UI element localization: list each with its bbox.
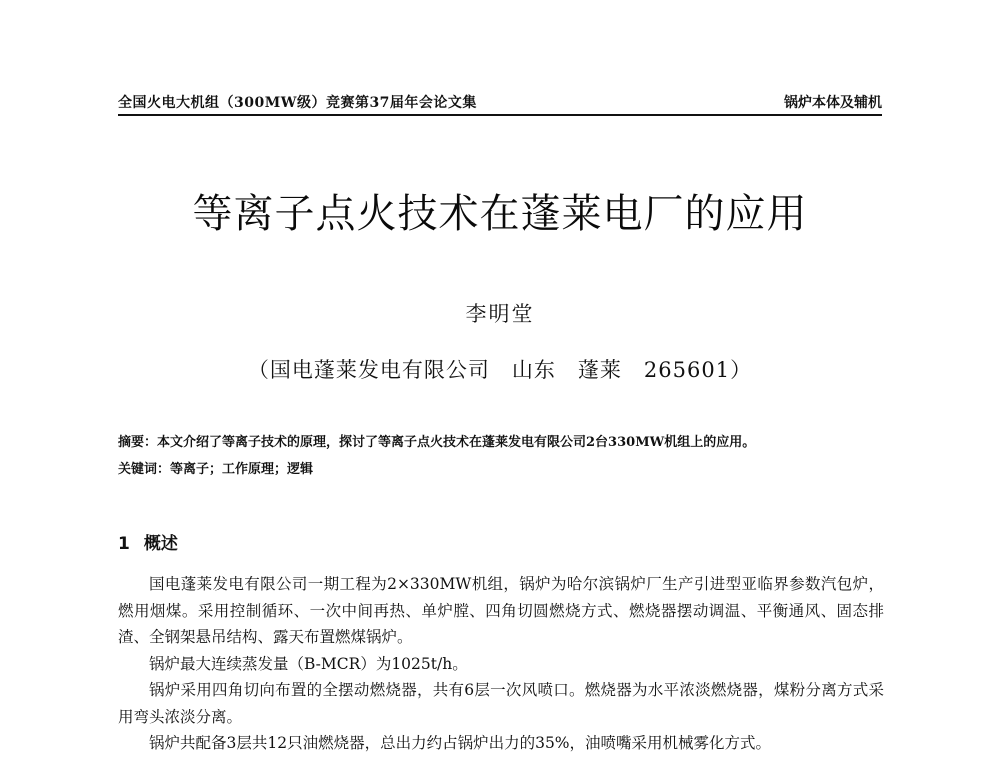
keywords-line — [118, 458, 888, 477]
paper-author: 李明堂 — [465, 302, 535, 326]
body-paragraph: 锅炉最大连续蒸发量（B-MCR）为1025t/h。 — [149, 654, 468, 673]
section-number: 1 — [118, 534, 130, 554]
running-header — [118, 92, 882, 116]
body-paragraph: 锅炉共配备3层共12只油燃烧器，总出力约占锅炉出力的35%，油喷嘴采用机械雾化方式。 — [149, 734, 772, 752]
abstract-line — [118, 431, 888, 450]
section-heading — [118, 529, 178, 554]
section-title: 概述 — [143, 534, 178, 554]
body-paragraph: 国电蓬莱发电有限公司一期工程为2×330MW机组，锅炉为哈尔滨锅炉厂生产引进型亚临界参数汽包炉，燃用烟煤。采用控制循环、一次中间再热、单炉膛、四角切圆燃烧方式、燃烧器摆动调温、平衡通风、固态排渣、全钢架悬吊结构、露天布置燃煤锅炉。 — [118, 575, 884, 646]
header-section-name: 锅炉本体及辅机 — [784, 95, 882, 111]
abstract-text: 本文介绍了等离子技术的原理，探讨了等离子点火技术在蓬莱发电有限公司2台330MW机组上的应用。 — [157, 435, 756, 450]
header-proceedings-title: 全国火电大机组（300MW级）竞赛第37届年会论文集 — [118, 95, 477, 111]
section-body — [118, 571, 884, 757]
author-affiliation: （国电蓬莱发电有限公司 山东 蓬莱 265601） — [247, 358, 753, 382]
keywords-text: 等离子；工作原理；逻辑 — [170, 462, 314, 477]
body-paragraph: 锅炉采用四角切向布置的全摆动燃烧器，共有6层一次风喷口。燃烧器为水平浓淡燃烧器，煤粉分离方式采用弯头浓淡分离。 — [118, 681, 884, 726]
keywords-label: 关键词： — [118, 462, 171, 477]
paper-title: 等离子点火技术在蓬莱电厂的应用 — [192, 191, 808, 237]
abstract-label: 摘要： — [118, 435, 158, 450]
